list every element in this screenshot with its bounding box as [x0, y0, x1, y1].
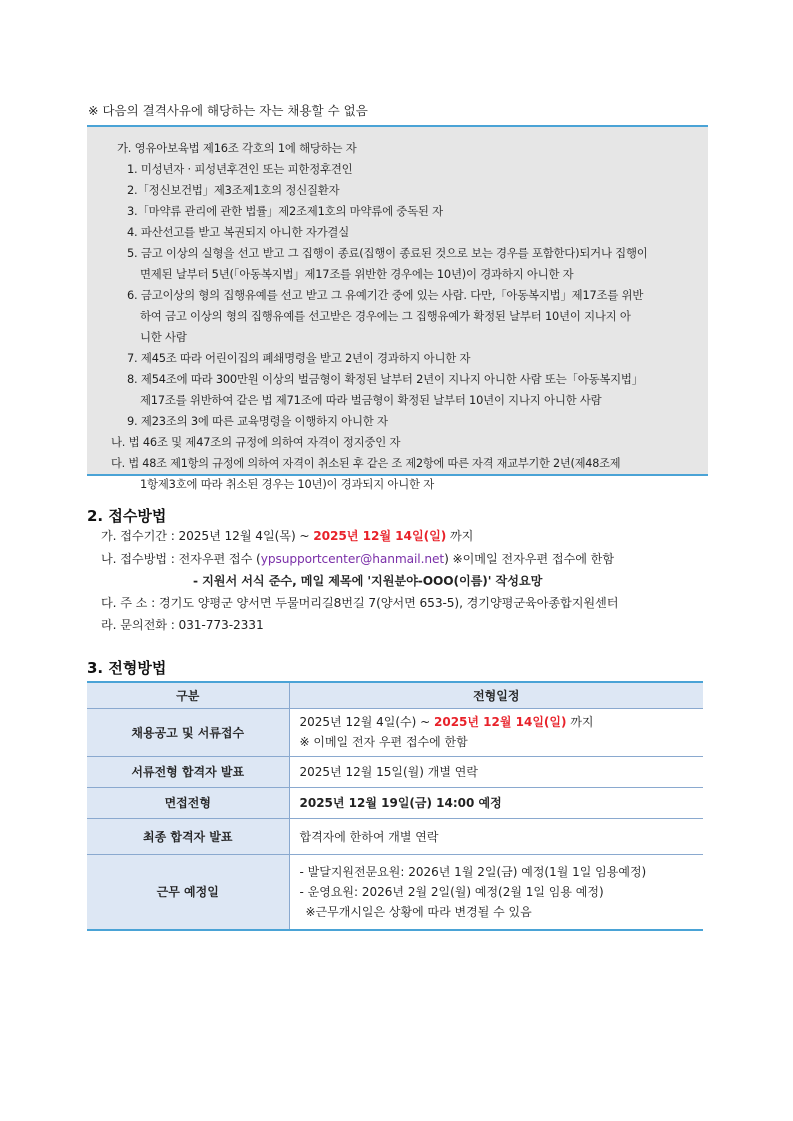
disq-subitem-cont: 면제된 날부터 5년(「아동복지법」제17조를 위반한 경우에는 10년)이 경과하지 아니한 자 [140, 267, 574, 281]
disq-subitem: 6. 금고이상의 형의 집행유예를 선고 받고 그 유예기간 중에 있는 사람. 다만,「아동복지법」제17조를 위반 [127, 288, 644, 302]
row-label: 채용공고 및 서류접수 [87, 708, 289, 756]
disq-item-da-cont: 1항제3호에 따라 취소된 경우는 10년)이 경과되지 아니한 자 [140, 477, 435, 491]
header-schedule: 전형일정 [289, 682, 703, 708]
table-row [87, 708, 703, 756]
row-label: 서류전형 합격자 발표 [87, 756, 289, 787]
reception-method-text: 나. 접수방법 : 전자우편 접수 ( [101, 552, 261, 566]
email-link[interactable]: ypsupportcenter@hanmail.net [260, 552, 445, 566]
posting-deadline: 2025년 12월 14일(일) [434, 715, 567, 729]
disq-item-ga: 가. 영유아보육법 제16조 각호의 1에 해당하는 자 [117, 141, 357, 155]
start-date-line: - 발달지원전문요원: 2026년 1월 2일(금) 예정(1월 1일 임용예정) [299, 864, 647, 879]
posting-note: ※ 이메일 전자 우편 접수에 한함 [299, 735, 468, 749]
start-date-note: ※근무개시일은 상황에 따라 변경될 수 있음 [305, 904, 532, 919]
posting-period-suffix: 까지 [566, 715, 594, 729]
reception-period-suffix: 까지 [446, 529, 474, 543]
section2-title: 2. 접수방법 [87, 507, 167, 525]
disq-item-da: 다. 법 48조 제1항의 규정에 의하여 자격이 취소된 후 같은 조 제2항에 따른 자격 재교부기한 2년(제48조제 [111, 457, 621, 470]
reception-method [101, 550, 614, 567]
row-value [289, 708, 703, 756]
disq-subitem: 4. 파산선고를 받고 복권되지 아니한 자가결실 [127, 225, 350, 239]
contact-phone: 라. 문의전화 : 031-773-2331 [101, 618, 264, 632]
row-label: 근무 예정일 [87, 854, 289, 930]
table-row [87, 756, 703, 787]
row-value [289, 854, 703, 930]
selection-schedule-table [87, 681, 703, 931]
table-row [87, 818, 703, 854]
section3-title: 3. 전형방법 [87, 659, 167, 677]
address: 다. 주 소 : 경기도 양평군 양서면 두물머리길8번길 7(양서면 653-5), 경기양평군육아종합지원센터 [101, 596, 619, 610]
disq-subitem: 2.「정신보건법」제3조제1호의 정신질환자 [127, 183, 340, 197]
disqualification-box [87, 125, 708, 491]
reception-period-text: 가. 접수기간 : 2025년 12월 4일(목) ~ [101, 529, 314, 543]
disq-subitem: 3.「마약류 관리에 관한 법률」제2조제1호의 마약류에 중독된 자 [127, 204, 443, 218]
posting-period [300, 712, 704, 732]
row-label: 면접전형 [87, 787, 289, 818]
row-label: 최종 합격자 발표 [87, 818, 289, 854]
header-category: 구분 [87, 682, 289, 708]
disq-subitem: 5. 금고 이상의 실형을 선고 받고 그 집행이 종료(집행이 종료된 것으로 보는 경우를 포함한다)되거나 집행이 [127, 246, 648, 260]
posting-period-text: 2025년 12월 4일(수) ~ [299, 715, 434, 729]
row-value: 합격자에 한하여 개별 연락 [289, 818, 703, 854]
table-row [87, 854, 703, 930]
disq-subitem: 9. 제23조의 3에 따른 교육명령을 이행하지 아니한 자 [127, 414, 388, 428]
disq-subitem-cont: 니한 사람 [140, 330, 187, 344]
disq-subitem-cont: 하여 금고 이상의 형의 집행유예를 선고받은 경우에는 그 집행유예가 확정된 날부터 10년이 지나지 아 [140, 309, 631, 323]
disq-subitem: 7. 제45조 따라 어린이집의 폐쇄명령을 받고 2년이 경과하지 아니한 자 [127, 351, 471, 365]
disq-subitem: 8. 제54조에 따라 300만원 이상의 벌금형이 확정된 날부터 2년이 지나지 아니한 사람 또는「아동복지법」 [127, 372, 643, 386]
reception-deadline: 2025년 12월 14일(일) [313, 529, 447, 543]
row-value: 2025년 12월 15일(월) 개별 연락 [289, 756, 703, 787]
reception-method-note: - 지원서 서식 준수, 메일 제목에 '지원분야-OOO(이름)' 작성요망 [193, 574, 543, 588]
reception-method-suffix: ) ※이메일 전자우편 접수에 한함 [444, 552, 615, 566]
table-header-row [87, 682, 703, 708]
table-row [87, 787, 703, 818]
disq-item-na: 나. 법 46조 및 제47조의 규정에 의하여 자격이 정지중인 자 [111, 435, 401, 449]
disq-subitem: 1. 미성년자 · 피성년후견인 또는 피한정후견인 [127, 162, 353, 176]
disq-subitem-cont: 제17조를 위반하여 같은 법 제71조에 따라 벌금형이 확정된 날부터 10년이 지나지 아니한 사람 [140, 393, 602, 407]
reception-period [101, 527, 473, 544]
start-date-line: - 운영요원: 2026년 2월 2일(월) 예정(2월 1일 임용 예정) [299, 884, 604, 899]
disqualification-note: ※ 다음의 결격사유에 해당하는 자는 채용할 수 없음 [88, 103, 368, 118]
interview-date: 2025년 12월 19일(금) 14:00 예정 [289, 787, 703, 818]
